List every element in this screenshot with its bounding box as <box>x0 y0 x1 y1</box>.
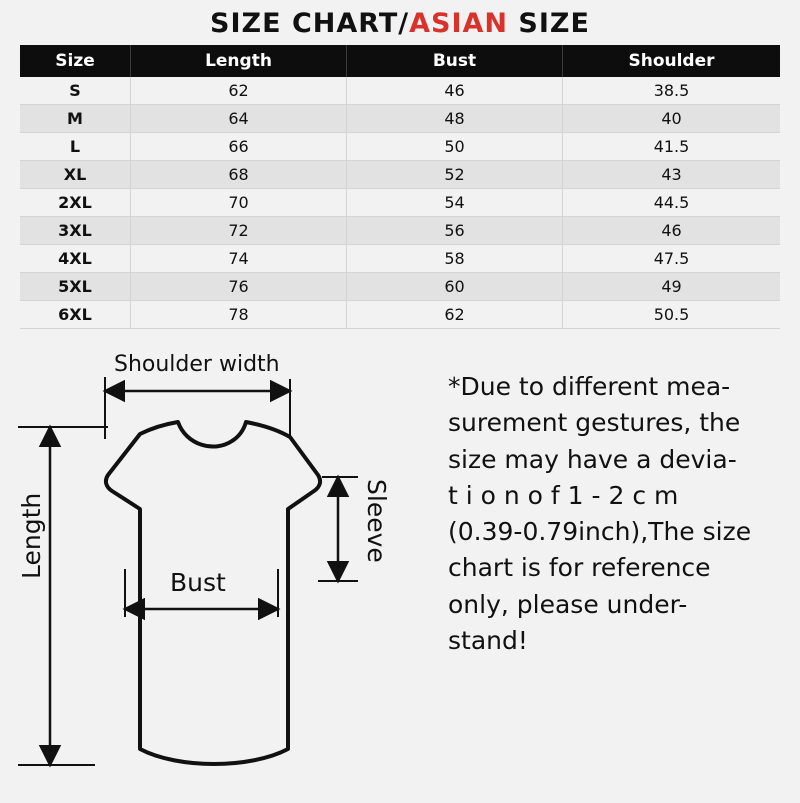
cell-size: M <box>20 105 131 133</box>
table-row <box>20 245 780 273</box>
note-line: surement gestures, the <box>448 408 741 438</box>
cell-shoulder: 47.5 <box>563 245 781 273</box>
cell-size: XL <box>20 161 131 189</box>
cell-shoulder: 46 <box>563 217 781 245</box>
cell-bust: 48 <box>347 105 563 133</box>
cell-length: 76 <box>131 273 347 301</box>
table-row <box>20 273 780 301</box>
cell-size: 5XL <box>20 273 131 301</box>
shoulder-width-measure <box>105 345 296 439</box>
table-row <box>20 217 780 245</box>
column-header-shoulder: Shoulder <box>563 45 781 77</box>
cell-size: 2XL <box>20 189 131 217</box>
table-row <box>20 133 780 161</box>
note-line: only, please under- <box>448 589 688 619</box>
size-chart-table <box>20 45 780 329</box>
cell-shoulder: 40 <box>563 105 781 133</box>
bust-label: Bust <box>170 568 226 597</box>
bust-measure <box>125 568 278 617</box>
cell-shoulder: 41.5 <box>563 133 781 161</box>
page-title <box>0 0 800 45</box>
note-line: size may have a devia- <box>448 444 737 474</box>
cell-size: L <box>20 133 131 161</box>
cell-length: 70 <box>131 189 347 217</box>
cell-length: 74 <box>131 245 347 273</box>
length-label: Length <box>17 492 46 579</box>
cell-bust: 58 <box>347 245 563 273</box>
cell-bust: 50 <box>347 133 563 161</box>
cell-bust: 62 <box>347 301 563 329</box>
title-part-2: SIZE <box>508 8 590 39</box>
cell-shoulder: 49 <box>563 273 781 301</box>
cell-bust: 52 <box>347 161 563 189</box>
sleeve-measure <box>318 477 391 581</box>
cell-length: 78 <box>131 301 347 329</box>
cell-length: 64 <box>131 105 347 133</box>
tshirt-diagram-svg <box>0 329 430 799</box>
note-line: stand! <box>448 625 528 655</box>
tshirt-measurement-diagram <box>0 329 430 799</box>
column-header-bust: Bust <box>347 45 563 77</box>
cell-length: 72 <box>131 217 347 245</box>
lower-section <box>0 329 800 799</box>
measurement-disclaimer <box>448 369 788 659</box>
cell-shoulder: 43 <box>563 161 781 189</box>
cell-length: 66 <box>131 133 347 161</box>
title-accent: ASIAN <box>409 8 509 39</box>
note-line: *Due to different mea- <box>448 372 731 401</box>
table-row <box>20 161 780 189</box>
note-line: chart is for reference <box>448 553 711 583</box>
title-part-1: SIZE CHART/ <box>210 8 410 39</box>
column-header-length: Length <box>131 45 347 77</box>
cell-shoulder: 50.5 <box>563 301 781 329</box>
cell-size: S <box>20 77 131 105</box>
note-line: t i o n o f 1 - 2 c m <box>448 480 679 510</box>
table-row <box>20 189 780 217</box>
shoulder-width-label: Shoulder width <box>114 352 280 377</box>
cell-size: 6XL <box>20 301 131 329</box>
note-line: (0.39-0.79inch),The size <box>448 517 752 546</box>
cell-bust: 46 <box>347 77 563 105</box>
table-row <box>20 301 780 329</box>
table-row <box>20 77 780 105</box>
cell-bust: 54 <box>347 189 563 217</box>
cell-size: 4XL <box>20 245 131 273</box>
cell-length: 62 <box>131 77 347 105</box>
length-measure <box>17 427 108 765</box>
cell-length: 68 <box>131 161 347 189</box>
column-header-size: Size <box>20 45 131 77</box>
cell-shoulder: 44.5 <box>563 189 781 217</box>
cell-bust: 60 <box>347 273 563 301</box>
cell-size: 3XL <box>20 217 131 245</box>
table-row <box>20 105 780 133</box>
cell-bust: 56 <box>347 217 563 245</box>
table-header-row <box>20 45 780 77</box>
cell-shoulder: 38.5 <box>563 77 781 105</box>
sleeve-label: Sleeve <box>362 479 391 563</box>
